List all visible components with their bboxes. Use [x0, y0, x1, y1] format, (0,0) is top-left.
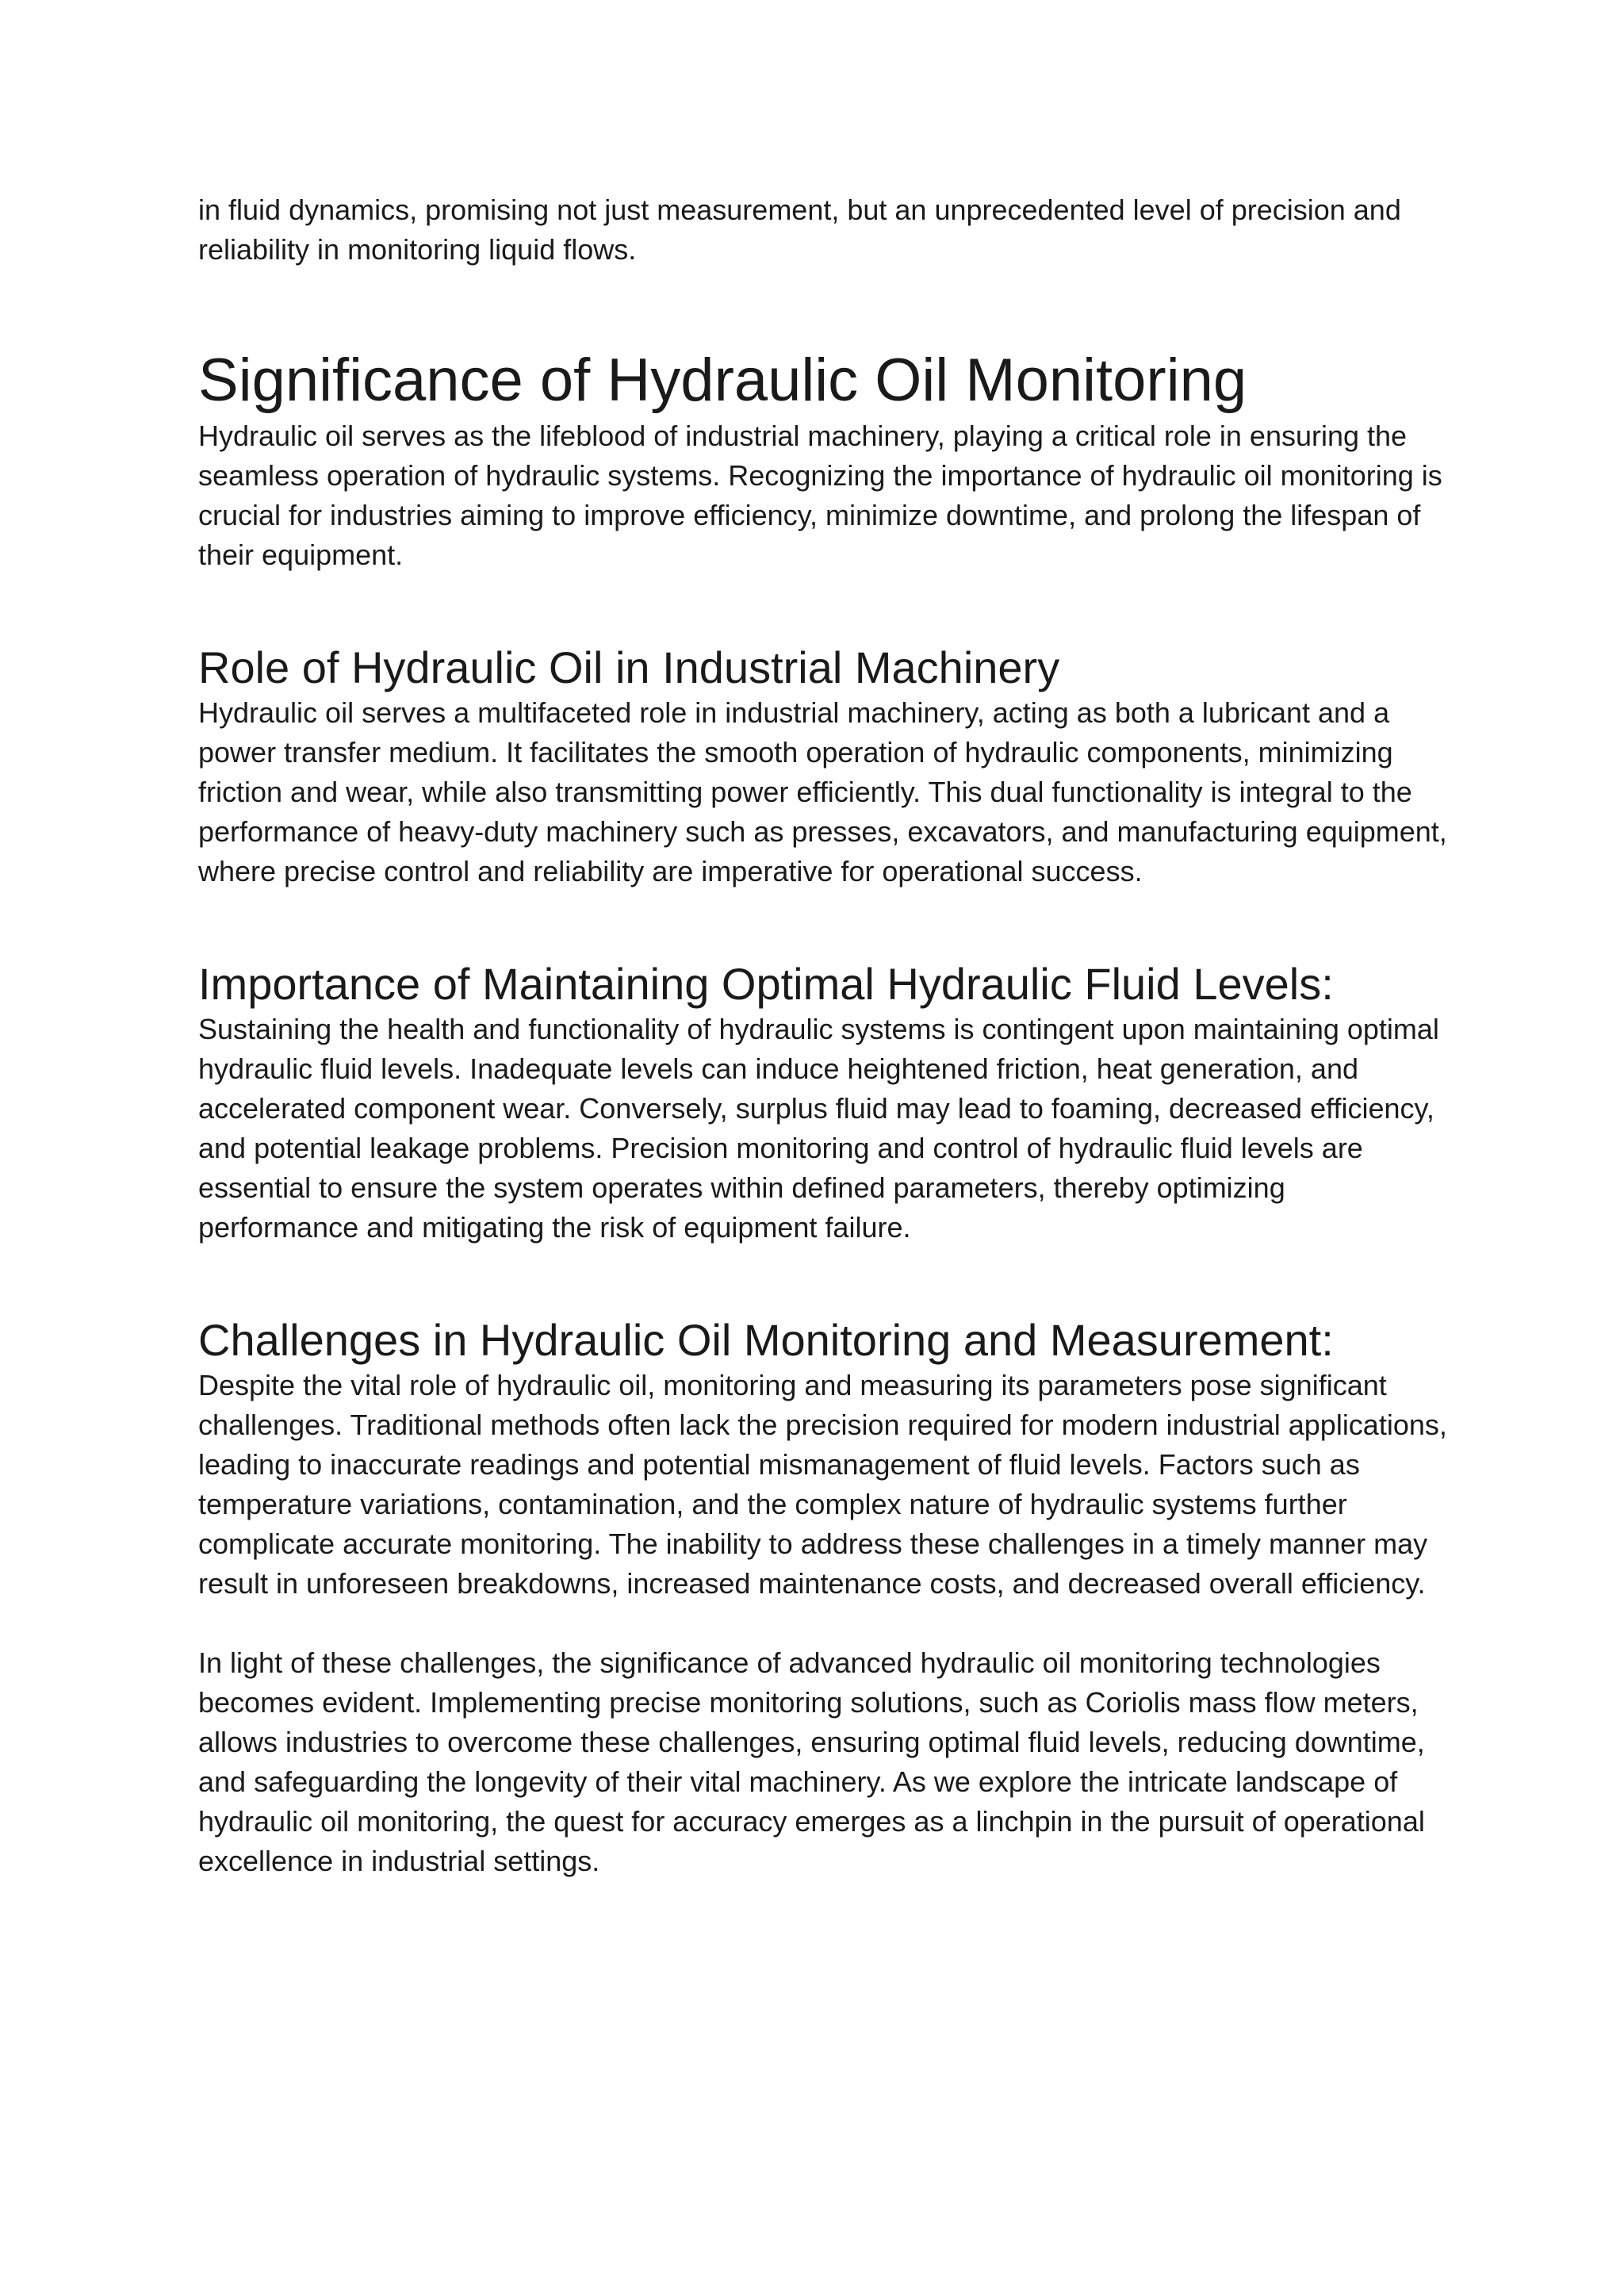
importance-paragraph: Sustaining the health and functionality of hydraulic systems is contingent upon maintaining optimal hydraulic fluid levels. Inadequate levels can induce heightened friction, heat generation, and accelerated component wear. Conversely, surplus fluid may lead to foaming, decreased efficiency, and potential leakage problems. Precision monitoring and control of hydraulic fluid levels are essential to ensure the system operates within defined parameters, thereby optimizing performance and mitigating the risk of equipment failure.: [198, 1013, 1439, 1244]
section-title-significance: Significance of Hydraulic Oil Monitoring: [198, 347, 1247, 414]
intro-paragraph: in fluid dynamics, promising not just measurement, but an unprecedented level of precision and reliability in monitoring liquid flows.: [198, 194, 1401, 266]
challenges-paragraph-2: In light of these challenges, the significance of advanced hydraulic oil monitoring technologies becomes evident. Implementing precise monitoring solutions, such as Coriolis mass flow meters, allows industries to overcome these challenges, ensuring optimal fluid levels, reducing downtime, and safeguarding the longevity of their vital machinery. As we explore the intricate landscape of hydraulic oil monitoring, the quest for accuracy emerges as a linchpin in the pursuit of operational excellence in industrial settings.: [198, 1646, 1425, 1877]
significance-paragraph: Hydraulic oil serves as the lifeblood of industrial machinery, playing a critical role in ensuring the seamless operation of hydraulic systems. Recognizing the importance of hydraulic oil monitoring is crucial for industries aiming to improve efficiency, minimize downtime, and prolong the lifespan of their equipment.: [198, 420, 1442, 571]
section-title-importance: Importance of Maintaining Optimal Hydraulic Fluid Levels:: [198, 959, 1334, 1009]
document-page: [198, 190, 1451, 1881]
role-paragraph: Hydraulic oil serves a multifaceted role in industrial machinery, acting as both a lubricant and a power transfer medium. It facilitates the smooth operation of hydraulic components, minimizing friction and wear, while also transmitting power efficiently. This dual functionality is integral to the performance of heavy-duty machinery such as presses, excavators, and manufacturing equipment, where precise control and reliability are imperative for operational success.: [198, 696, 1447, 887]
section-title-role: Role of Hydraulic Oil in Industrial Machinery: [198, 642, 1060, 692]
challenges-paragraph: Despite the vital role of hydraulic oil, monitoring and measuring its parameters pose significant challenges. Traditional methods often lack the precision required for modern industrial applications, leading to inaccurate readings and potential mismanagement of fluid levels. Factors such as temperature variations, contamination, and the complex nature of hydraulic systems further complicate accurate monitoring. The inability to address these challenges in a timely manner may result in unforeseen breakdowns, increased maintenance costs, and decreased overall efficiency.: [198, 1369, 1447, 1600]
section-title-challenges: Challenges in Hydraulic Oil Monitoring and Measurement:: [198, 1315, 1334, 1365]
